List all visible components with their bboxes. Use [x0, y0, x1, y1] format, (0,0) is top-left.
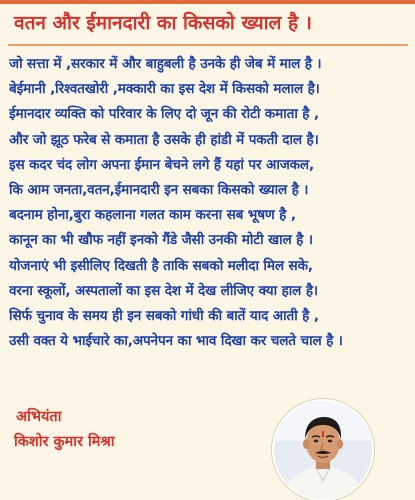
- poem-line: जो सत्ता में ,सरकार में और बाहुबली है उनके ही जेब में माल है ।: [9, 56, 322, 72]
- poem-line: ईमानदार व्यक्ति को परिवार के लिए दो जून की रोटी कमाता है ,: [9, 106, 319, 123]
- author-photo: [272, 399, 374, 500]
- poem-title: वतन और ईमानदारी का किसको ख्याल है ।: [14, 12, 312, 34]
- poem-line: बदनाम होना,बुरा कहलाना गलत काम करना सब भूषण है ,: [9, 207, 296, 224]
- poem-body: [9, 52, 414, 354]
- poem-line: इस कदर चंद लोग अपना ईमान बेचने लगे हैं यहां पर आजकल,: [9, 156, 315, 173]
- poem-line: योजनाएं भी इसीलिए दिखती है ताकि सबको मलीदा मिल सके,: [9, 257, 313, 274]
- poem-line: और जो झूठ फरेब से कमाता है उसके ही हांडी में पकती दाल है।: [9, 131, 319, 148]
- poem-line: उसी वक्त ये भाईचारे का,अपनेपन का भाव दिखा कर चलते चाल है ।: [9, 333, 343, 350]
- title-divider: [8, 44, 408, 46]
- poem-line: सिर्फ चुनाव के समय ही इन सबको गांधी की बातें याद आती है ,: [9, 307, 319, 324]
- poem-line: वरना स्कूलों, अस्पतालों का इस देश में देख लीजिए क्या हाल है।: [9, 282, 318, 299]
- poem-line: कि आम जनता,वतन,ईमानदारी इन सबका किसको ख्याल है ।: [9, 181, 309, 198]
- author-name: किशोर कुमार मिश्रा: [14, 434, 115, 450]
- author-portrait-icon: [274, 401, 372, 499]
- poem-line: बेईमानी ,रिश्वतखोरी ,मक्कारी का इस देश में किसको मलाल है।: [9, 81, 320, 98]
- poem-line: कानून का भी खौफ नहीं इनको गैंडे जैसी उनकी मोटी खाल है ।: [9, 232, 313, 249]
- author-designation: अभियंता: [16, 409, 62, 425]
